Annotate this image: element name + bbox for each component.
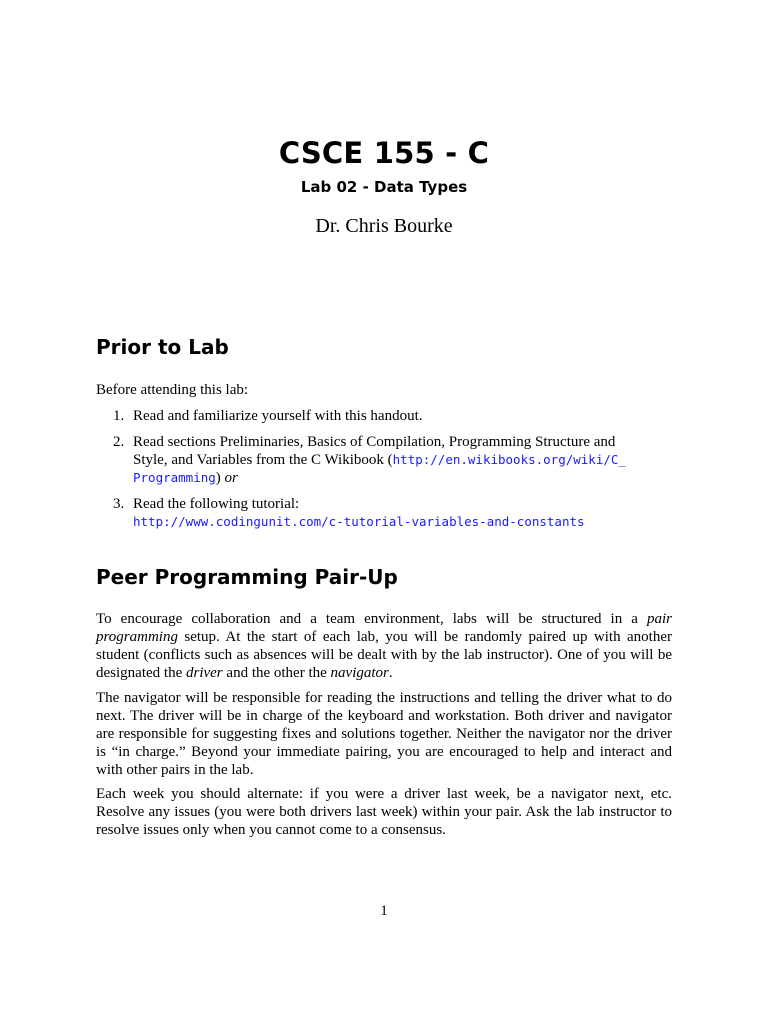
list-item-text-line: Read sections Preliminaries, Basics of Compilation, Programming Structure and bbox=[133, 434, 616, 450]
wikibook-link-continued[interactable]: Programming bbox=[133, 470, 216, 485]
list-item bbox=[96, 433, 672, 487]
navigator-emphasis: navigator bbox=[330, 665, 389, 681]
peer-paragraph-3: Each week you should alternate: if you were a driver last week, be a navigator next, etc. Resolve any issues (you were both drivers last week) within your pair. Ask the lab instructor to resolve issues only when you cannot come to a consensus. bbox=[96, 786, 672, 838]
list-item-text: Read the following tutorial: bbox=[133, 496, 300, 512]
wikibook-link[interactable]: http://en.wikibooks.org/wiki/C_ bbox=[392, 452, 626, 467]
list-item-text: Read and familiarize yourself with this handout. bbox=[133, 408, 423, 424]
list-item-text: ) bbox=[215, 470, 221, 486]
page-number: 1 bbox=[380, 903, 388, 919]
document-subtitle: Lab 02 - Data Types bbox=[300, 178, 468, 196]
list-item-number: 2. bbox=[113, 434, 125, 450]
document-author: Dr. Chris Bourke bbox=[315, 215, 453, 237]
list-item bbox=[96, 495, 672, 531]
pair-programming-emphasis: pair programming bbox=[96, 611, 672, 645]
driver-emphasis: driver bbox=[185, 665, 223, 681]
codingunit-link[interactable]: http://www.codingunit.com/c-tutorial-variables-and-constants bbox=[133, 514, 585, 529]
list-item-number: 1. bbox=[113, 408, 125, 424]
section-heading-prior-to-lab: Prior to Lab bbox=[96, 335, 229, 359]
peer-paragraph-1: To encourage collaboration and a team environment, labs will be structured in a pair programming setup. At the start of each lab, you will be randomly paired up with another student (conflicts such as absences will be dealt with by the lab instructor). One of you will be designated the driver and the other the navigator. bbox=[96, 611, 672, 681]
section-heading-peer-programming: Peer Programming Pair-Up bbox=[96, 565, 398, 589]
document-title: CSCE 155 - C bbox=[278, 136, 490, 170]
list-item-number: 3. bbox=[113, 496, 125, 512]
list-item-text: Style, and Variables from the C Wikibook ( bbox=[133, 452, 393, 468]
prior-reading-list bbox=[96, 407, 672, 539]
list-item bbox=[96, 407, 672, 425]
peer-paragraph-2: The navigator will be responsible for reading the instructions and telling the driver what to do next. The driver will be in charge of the keyboard and workstation. Both driver and navigator are responsible for suggesting fixes and solutions together. Neither the navigator nor the driver is “in charge.” Beyond your immediate pairing, you are encouraged to help and interact and with other pairs in the lab. bbox=[96, 690, 672, 778]
or-text: or bbox=[224, 470, 238, 486]
prior-intro-text: Before attending this lab: bbox=[96, 382, 249, 398]
